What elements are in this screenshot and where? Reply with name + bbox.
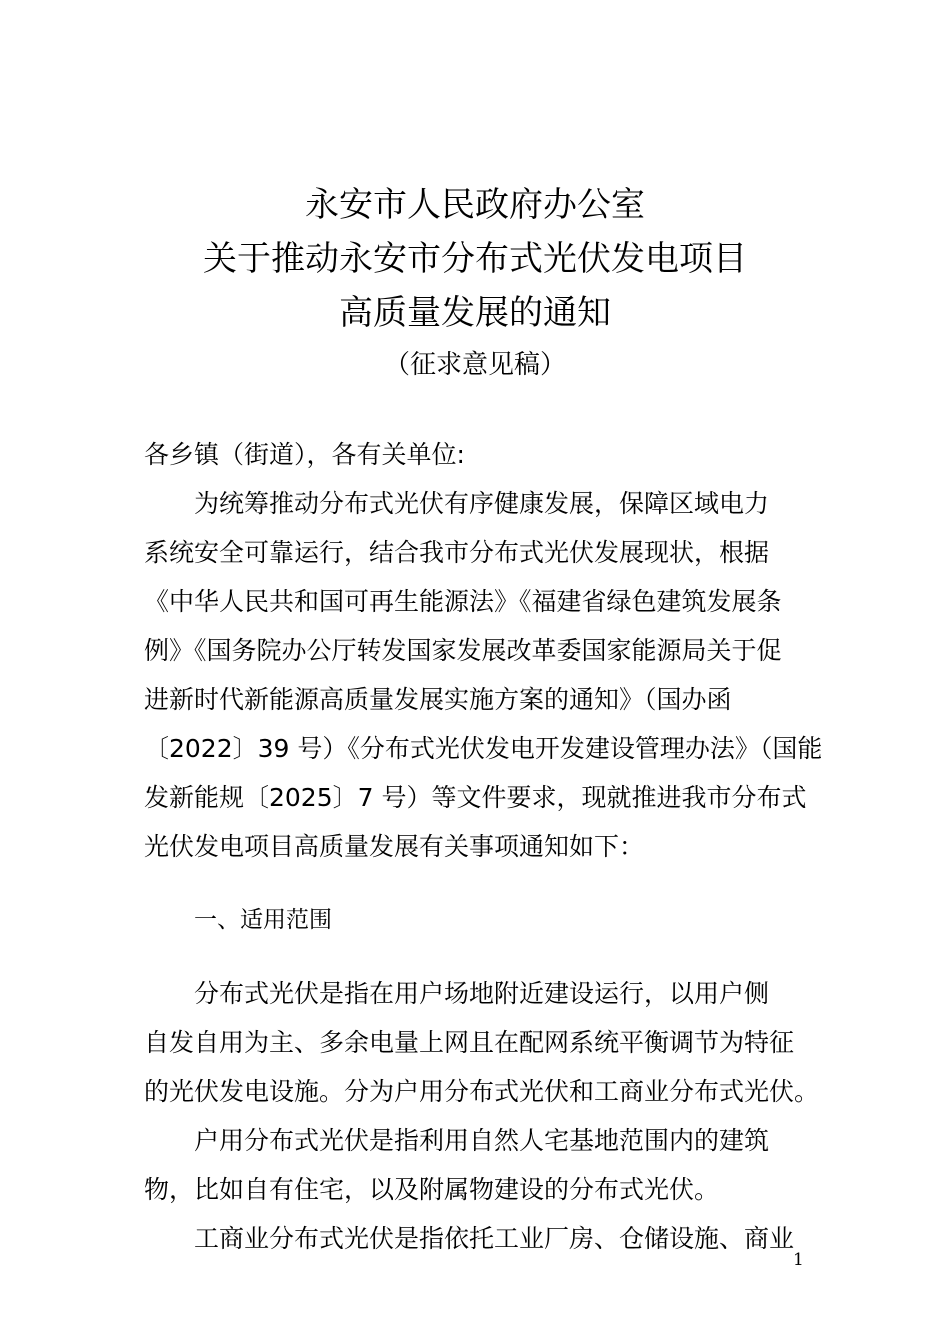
intro-line: 例》《国务院办公厅转发国家发展改革委国家能源局关于促 — [144, 636, 782, 665]
title-line-3: 高质量发展的通知 — [339, 293, 611, 333]
intro-line: 《中华人民共和国可再生能源法》《福建省绿色建筑发展条 — [144, 587, 782, 616]
section-line: 工商业分布式光伏是指依托工业厂房、仓储设施、商业 — [194, 1224, 795, 1253]
section-paragraph-2 — [144, 1116, 824, 1214]
page-number: 1 — [793, 1250, 804, 1270]
document-subtitle: （征求意见稿） — [383, 350, 566, 380]
intro-paragraph — [144, 479, 824, 871]
intro-line: 光伏发电项目高质量发展有关事项通知如下： — [144, 832, 645, 861]
intro-line: 为统筹推动分布式光伏有序健康发展，保障区域电力 — [194, 489, 770, 518]
section-heading: 一、适用范围 — [194, 907, 332, 933]
section-line: 物，比如自有住宅，以及附属物建设的分布式光伏。 — [144, 1175, 720, 1204]
section-line: 自发自用为主、多余电量上网且在配网系统平衡调节为特征 — [144, 1028, 795, 1057]
title-line-2: 关于推动永安市分布式光伏发电项目 — [203, 239, 747, 279]
intro-line: 发新能规〔2025〕7 号）等文件要求，现就推进我市分布式 — [144, 783, 807, 812]
section-paragraph-3 — [144, 1214, 824, 1263]
document-body — [144, 430, 824, 1263]
intro-line: 〔2022〕39 号）《分布式光伏发电开发建设管理办法》（国能 — [144, 734, 823, 763]
intro-line: 进新时代新能源高质量发展实施方案的通知》（国办函 — [144, 685, 732, 714]
salutation: 各乡镇（街道），各有关单位: — [144, 440, 465, 469]
document-title — [0, 178, 950, 390]
intro-line: 系统安全可靠运行，结合我市分布式光伏发展现状，根据 — [144, 538, 770, 567]
section-line: 户用分布式光伏是指利用自然人宅基地范围内的建筑 — [194, 1126, 770, 1155]
section-line: 的光伏发电设施。分为户用分布式光伏和工商业分布式光伏。 — [144, 1077, 820, 1106]
section-line: 分布式光伏是指在用户场地附近建设运行，以用户侧 — [194, 979, 770, 1008]
title-line-1: 永安市人民政府办公室 — [305, 185, 645, 225]
section-paragraph-1 — [144, 969, 824, 1116]
